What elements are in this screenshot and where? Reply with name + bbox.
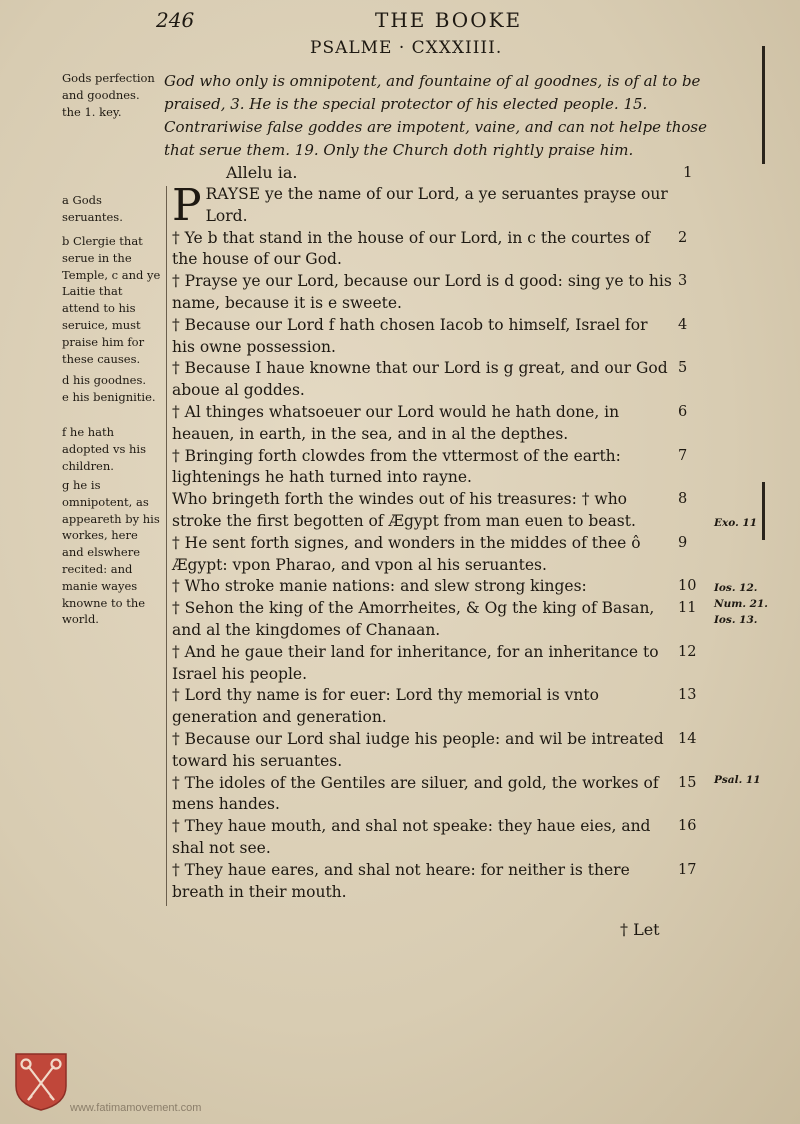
- website-watermark: www.fatimamovement.com: [70, 1102, 202, 1114]
- verse-number: 14: [678, 731, 697, 747]
- verse-2: † Ye b that stand in the house of our Lord, in c the courtes of the house of our God.: [172, 228, 650, 269]
- right-margin-note: Exo. 11: [714, 517, 758, 529]
- psalm-argument: God who only is omnipotent, and fountaine of al goodnes, is of al to be praised, 3. He is the special protector of his elected people. 15. Contrariwise false goddes are impotent, vaine, and can not helpe those that serue them. 19. Only the Church doth rightly praise him.: [164, 72, 708, 159]
- right-margin-note: Ios. 12.: [714, 582, 758, 594]
- drop-cap: P: [172, 180, 202, 231]
- verse-14: † Because our Lord shal iudge his people: and wil be intreated toward his seruantes.: [172, 729, 664, 770]
- catchword: † Let: [620, 920, 660, 939]
- verse-5: † Because I haue knowne that our Lord is g great, and our God aboue al goddes.: [172, 359, 668, 400]
- verse-number: 2: [678, 229, 688, 246]
- verse-number: 11: [678, 600, 697, 617]
- psalm-title: PSALME · CXXXIIII.: [310, 38, 503, 58]
- verse-number: 3: [678, 273, 688, 290]
- verse-3: † Prayse ye our Lord, because our Lord is d good: sing ye to his name, because it is e sweete.: [172, 272, 672, 312]
- running-title: THE BOOKE: [375, 8, 523, 32]
- verse-number: 5: [678, 360, 688, 377]
- verse-number: 9: [678, 534, 688, 551]
- papal-keys-seal-icon: [14, 1052, 68, 1112]
- verse-number: 16: [678, 818, 697, 835]
- verse-4: † Because our Lord f hath chosen Iacob to himself, Israel for his owne possession.: [172, 315, 648, 356]
- page-number: 246: [156, 8, 195, 32]
- right-margin-note: Num. 21.: [714, 598, 768, 610]
- margin-note: Gods perfection and goodnes. the 1. key.: [62, 71, 155, 119]
- margin-rule-mark: [762, 46, 765, 164]
- verse-16: † They haue mouth, and shal not speake: they haue eies, and shal not see.: [172, 817, 651, 857]
- verse-7: † Bringing forth clowdes from the vttermost of the earth: lightenings he hath turned into rayne.: [172, 446, 621, 487]
- verse-number: 7: [678, 447, 688, 464]
- verse-number: 10: [678, 578, 697, 595]
- verse-9: † He sent forth signes, and wonders in the middes of thee ô Ægypt: vpon Pharao, and vpon al his seruantes.: [172, 533, 641, 574]
- allelu-heading: Allelu ia.: [226, 163, 298, 182]
- verse-number: 4: [678, 316, 688, 333]
- column-rule: [166, 186, 167, 906]
- verse-11: † Sehon the king of the Amorrheites, & Og the king of Basan, and al the kingdomes of Chanaan.: [172, 599, 655, 639]
- verse-1: PRAYSE ye the name of our Lord, a ye seruantes prayse our Lord.: [172, 180, 668, 231]
- verse-13: † Lord thy name is for euer: Lord thy memorial is vnto generation and generation.: [172, 686, 599, 727]
- verse-number: 17: [678, 861, 697, 878]
- right-margin-note: Ios. 13.: [714, 614, 758, 626]
- margin-note: d his goodnes.: [62, 373, 146, 387]
- margin-note: a Gods seruantes.: [62, 193, 123, 224]
- verse-number: 15: [678, 774, 697, 791]
- margin-note: f he hath adopted vs his children.: [62, 425, 146, 473]
- verse-17: † They haue eares, and shal not heare: for neither is there breath in their mouth.: [172, 860, 630, 901]
- verse-number: 6: [678, 404, 688, 420]
- verse-number: 12: [678, 643, 697, 660]
- verse-number-1: 1: [683, 163, 693, 181]
- right-margin-note: Psal. 11: [714, 774, 761, 786]
- margin-note: g he is omnipotent, as appeareth by his workes, here and elswhere recited: and manie wayes knowne to the world.: [62, 478, 160, 627]
- verse-number: 13: [678, 687, 697, 704]
- margin-note: e his benignitie.: [62, 390, 156, 404]
- verse-8: Who bringeth forth the windes out of his treasures: † who stroke the first begotten of Ægypt from man euen to beast.: [172, 490, 636, 530]
- verse-10: † Who stroke manie nations: and slew strong kinges:: [172, 577, 587, 596]
- margin-rule-mark: [762, 482, 765, 540]
- verse-6: † Al thinges whatsoeuer our Lord would he hath done, in heauen, in earth, in the sea, and in al the depthes.: [172, 402, 620, 443]
- verse-number: 8: [678, 491, 688, 508]
- verse-15: † The idoles of the Gentiles are siluer, and gold, the workes of mens handes.: [172, 773, 659, 814]
- verse-12: † And he gaue their land for inheritance, for an inheritance to Israel his people.: [172, 642, 659, 683]
- margin-note: b Clergie that serue in the Temple, c and ye Laitie that attend to his seruice, must praise him for these causes.: [62, 234, 161, 366]
- psalm-text: [172, 180, 672, 903]
